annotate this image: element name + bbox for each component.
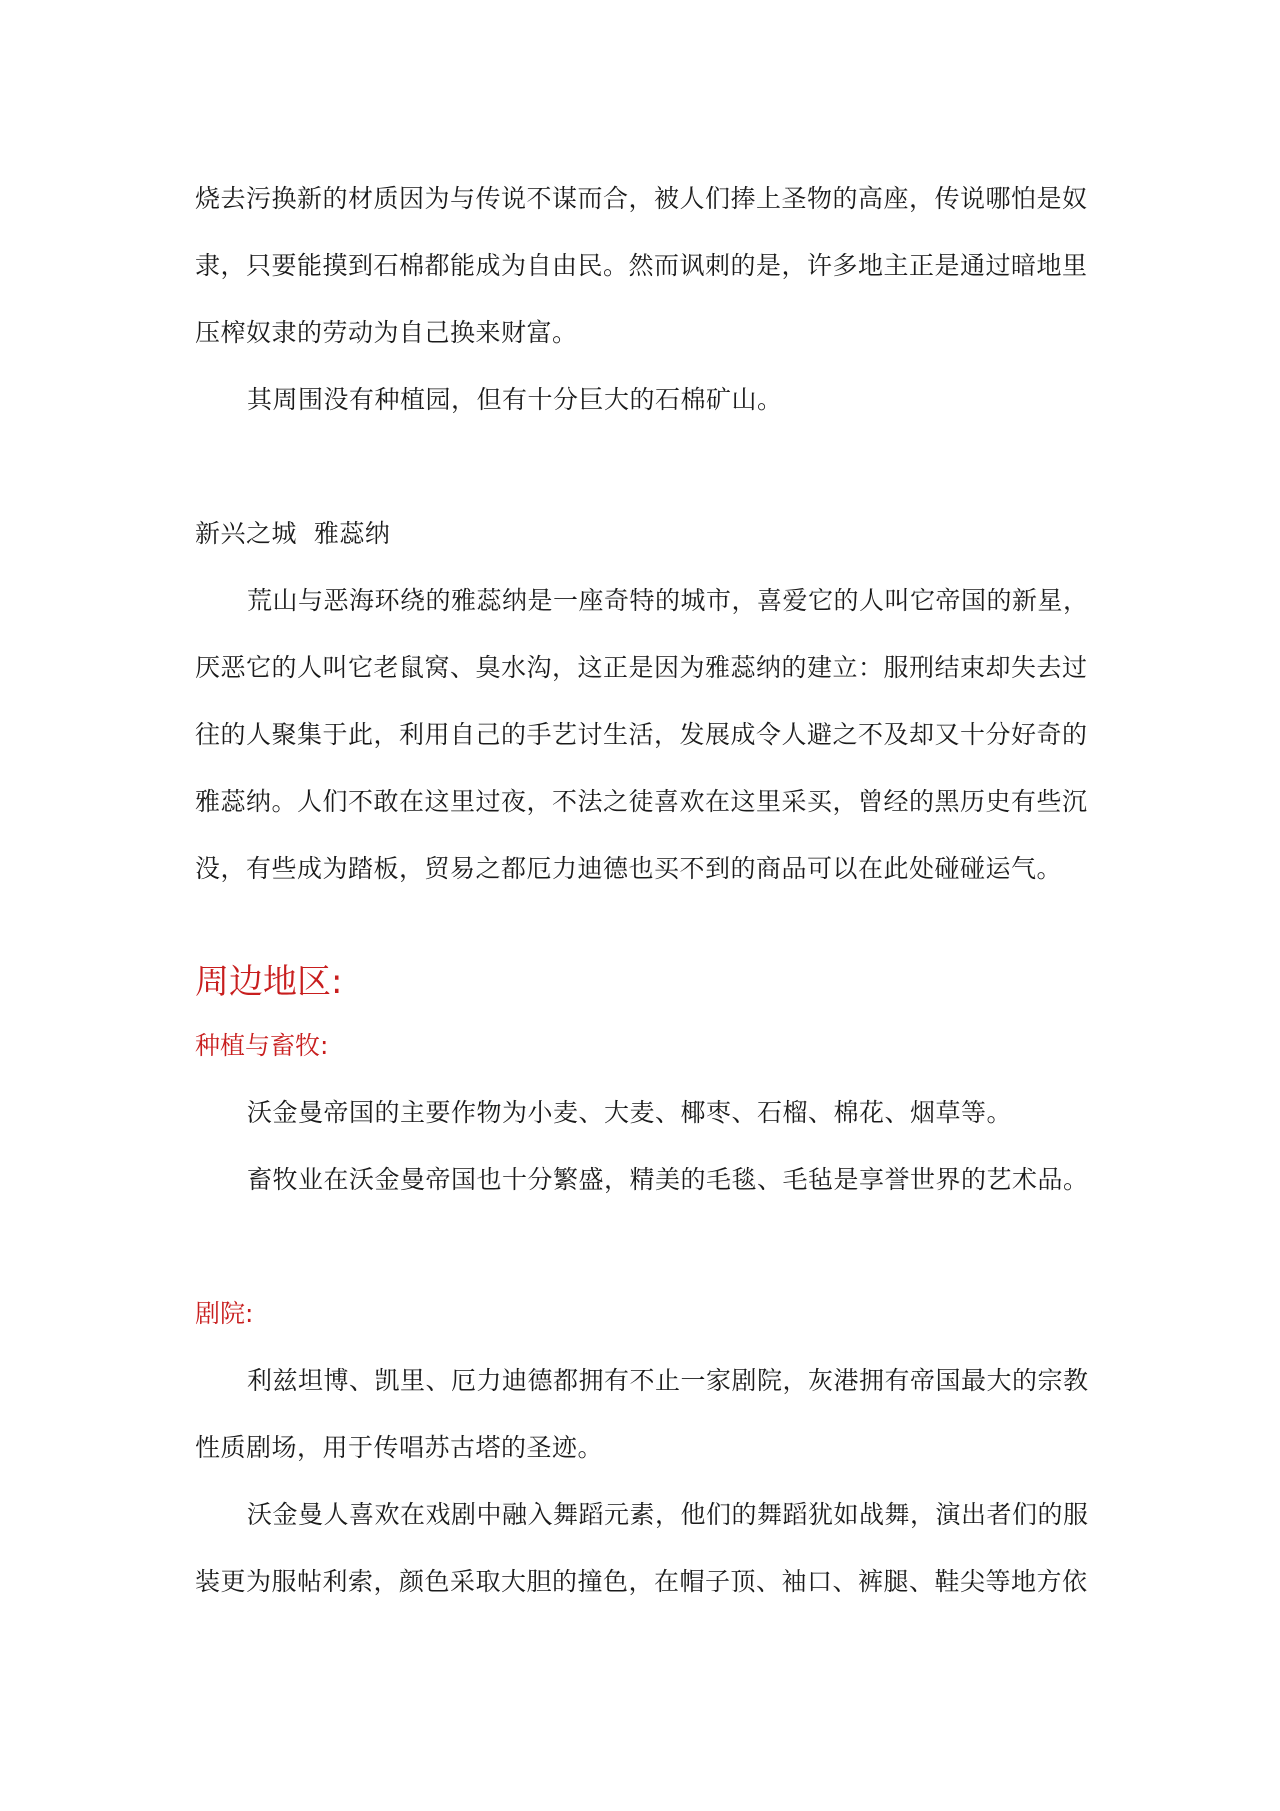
city-heading: 新兴之城 雅蕊纳 (195, 519, 391, 548)
subsection-heading-farming: 种植与畜牧: (195, 1031, 329, 1060)
text-line: 压榨奴隶的劳动为自己换来财富。 (195, 318, 578, 347)
section-heading: 周边地区: (195, 962, 343, 1002)
paragraph-theatres (195, 1347, 1095, 1481)
text-line: 利兹坦博、凯里、厄力迪德都拥有不止一家剧院，灰港拥有帝国最大的宗教 (247, 1366, 1089, 1395)
text-line: 厌恶它的人叫它老鼠窝、臭水沟，这正是因为雅蕊纳的建立：服刑结束却失去过 (195, 653, 1088, 682)
text-line: 性质剧场，用于传唱苏古塔的圣迹。 (195, 1433, 604, 1462)
paragraph-crops: 沃金曼帝国的主要作物为小麦、大麦、椰枣、石榴、棉花、烟草等。 (247, 1098, 1013, 1127)
paragraph-livestock: 畜牧业在沃金曼帝国也十分繁盛，精美的毛毯、毛毡是享誉世界的艺术品。 (247, 1165, 1089, 1194)
text-line: 荒山与恶海环绕的雅蕊纳是一座奇特的城市，喜爱它的人叫它帝国的新星， (247, 586, 1089, 615)
text-line: 装更为服帖利索，颜色采取大胆的撞色，在帽子顶、袖口、裤腿、鞋尖等地方依 (195, 1567, 1088, 1596)
paragraph-asbestos (195, 165, 1095, 366)
document-body (195, 165, 1095, 1615)
text-line: 隶，只要能摸到石棉都能成为自由民。然而讽刺的是，许多地主正是通过暗地里 (195, 251, 1088, 280)
text-line: 雅蕊纳。人们不敢在这里过夜，不法之徒喜欢在这里采买，曾经的黑历史有些沉 (195, 787, 1088, 816)
subsection-heading-theatre: 剧院: (195, 1299, 254, 1328)
paragraph-city (195, 567, 1095, 902)
text-line: 沃金曼人喜欢在戏剧中融入舞蹈元素，他们的舞蹈犹如战舞，演出者们的服 (247, 1500, 1089, 1529)
text-line: 烧去污换新的材质因为与传说不谋而合，被人们捧上圣物的高座，传说哪怕是奴 (195, 184, 1088, 213)
text-line: 没，有些成为踏板，贸易之都厄力迪德也买不到的商品可以在此处碰碰运气。 (195, 854, 1063, 883)
text-line: 往的人聚集于此，利用自己的手艺讨生活，发展成令人避之不及却又十分好奇的 (195, 720, 1088, 749)
paragraph-mine: 其周围没有种植园，但有十分巨大的石棉矿山。 (247, 385, 783, 414)
paragraph-dance (195, 1481, 1095, 1615)
